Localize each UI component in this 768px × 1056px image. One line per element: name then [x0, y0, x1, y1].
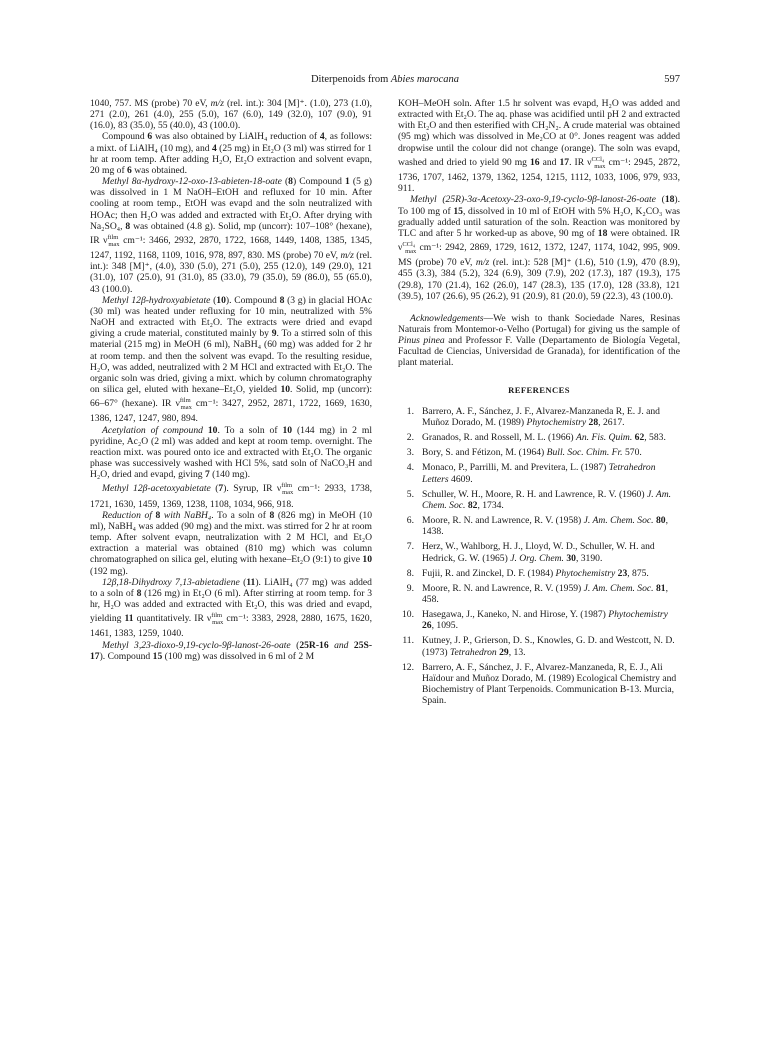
text-segment: cm⁻¹: 3427, 2952, 2871, 1722, 1669, 1630, 1386, 1247, 1247, 980, 894.: [90, 398, 372, 425]
text-segment: 9: [271, 328, 277, 340]
text-segment: max: [108, 240, 120, 248]
text-segment: 6: [147, 131, 153, 143]
text-segment: . Solid, mp (uncorr): 66–67° (hexane). IR ν: [90, 384, 372, 410]
text-segment: 26: [422, 620, 432, 632]
right-column-body: [398, 98, 680, 369]
text-segment: Barrero, A. F., Sánchez, J. F., Alvarez-Manzaneda, R, E. J., Ali Haïdour and Muñoz Dorado, M. (1989) Ecological Chemistry and Biochemistry of Plant Terpenoids. Communication B-13. Murcia, Spain.: [422, 661, 677, 707]
text-segment: , 3190.: [575, 552, 603, 564]
text-segment: was obtained (4.8 g). Solid, mp (uncorr): 107–108° (hexane), IR ν: [90, 220, 373, 247]
reference-number: 6.: [406, 515, 414, 527]
text-segment: , as follows: a mixt. of LiAlH₄ (10 mg), and: [90, 131, 373, 154]
text-segment: and: [328, 639, 354, 651]
reference-number: 3.: [406, 447, 414, 459]
text-segment: (: [239, 576, 247, 588]
reference-item: [398, 432, 680, 443]
text-segment: 6: [127, 164, 132, 176]
text-segment: 570.: [622, 447, 642, 459]
right-column: [398, 98, 680, 710]
text-segment: Tetrahedron: [449, 646, 497, 658]
text-segment: ). LiAlH₄ (77 mg) was added to a soln of: [90, 576, 372, 599]
text-segment: max: [282, 489, 294, 497]
text-segment: 1040, 757. MS (probe) 70 eV,: [90, 98, 211, 109]
text-segment: and Professor F. Valle (Departamento de Biología Vegetal, Facultad de Ciencias, Universidad de Granada), for identification of the plant material.: [398, 335, 680, 369]
text-segment: Schuller, W. H., Moore, R. H. and Lawrence, R. V. (1960): [422, 488, 647, 500]
text-segment: 10: [280, 384, 291, 395]
reference-item: [398, 662, 680, 707]
text-segment: Granados, R. and Rossell, M. L. (1966): [422, 432, 577, 444]
running-title-species: Abies marocana: [390, 74, 460, 85]
text-segment: 10: [207, 424, 218, 436]
references-heading: REFERENCES: [508, 384, 570, 395]
body-paragraph: [398, 194, 680, 302]
text-segment: , 458.: [422, 582, 668, 605]
text-segment: Fujii, R. and Zinckel, D. F. (1984): [422, 567, 556, 579]
text-segment: 15: [453, 205, 463, 217]
text-segment: 8: [155, 509, 161, 521]
text-segment: 15: [152, 650, 163, 662]
text-segment: 10: [362, 554, 372, 566]
body-paragraph: [90, 176, 372, 295]
text-segment: Herz, W., Wahlborg, H. J., Lloyd, W. D., Schuller, W. H. and Hedrick, G. W. (1965): [422, 541, 655, 564]
text-segment: 17: [559, 156, 570, 168]
text-segment: 28: [588, 416, 599, 428]
text-segment: 1: [345, 176, 350, 188]
text-segment: 4: [211, 142, 217, 154]
running-title-prefix: Diterpenoids from: [310, 74, 389, 85]
text-segment: 25S-17: [90, 639, 373, 662]
text-segment: quantitatively. IR ν: [133, 613, 212, 625]
text-segment: 62: [634, 432, 645, 444]
running-title: [90, 74, 680, 85]
text-segment: cm⁻¹: 3466, 2932, 2870, 1722, 1668, 1449, 1408, 1385, 1345, 1247, 1192, 1168, 1109, 1016, 978, 897, 830. MS (probe) 70 eV,: [90, 235, 372, 262]
text-segment: —We wish to thank Sociedade Nares, Resinas Naturais from Montemor-o-Velho (Portugal) for giving us the sample of: [398, 312, 680, 335]
running-head: [90, 74, 680, 88]
text-segment: 30: [566, 552, 576, 564]
text-segment: film: [281, 482, 293, 490]
text-segment: 8: [136, 587, 142, 599]
text-segment: film: [107, 233, 119, 241]
text-segment: Hasegawa, J., Kaneko, N. and Hirose, Y. (1987): [422, 609, 609, 621]
text-segment: Reduction of: [102, 509, 152, 521]
text-segment: 29: [499, 646, 509, 658]
text-segment: 8: [279, 294, 285, 306]
text-segment: CCl₄: [402, 240, 416, 248]
text-segment: (144 mg) in 2 ml pyridine, Ac₂O (2 ml) was added and kept at room temp. overnight. The reaction mixt. was poured onto ice and extracted with Et₂O. The organic phase was successively washed with HCl 5%, satd soln of NaCO₃H and H₂O, dried and evapd, giving: [90, 424, 373, 481]
text-segment: (25 mg) in Et₂O (3 ml) was stirred for 1 hr at room temp. After adding H₂O, Et₂O extraction and solvent evapn, 20 mg of: [90, 142, 373, 176]
text-segment: Bory, S. and Fétizon, M. (1964): [422, 447, 547, 459]
text-segment: Acetylation of compound: [102, 424, 203, 436]
text-segment: Kutney, J. P., Grierson, D. S., Knowles, G. D. and Westcott, N. D. (1973): [422, 635, 675, 658]
reference-item: [398, 447, 680, 458]
text-segment: max: [405, 248, 417, 256]
reference-item: [398, 541, 680, 563]
text-segment: m/z: [475, 257, 490, 269]
text-segment: KOH–MeOH soln. After 1.5 hr solvent was evapd, H₂O was added and extracted with Et₂O. The aq. phase was acidified until pH 2 and extracted with Et₂O and then esterified with CH₂N₂. A crude material was obtained (95 mg) which was dissolved in Me₂CO at 0°. Jones reagent was added dropwise until the colour did not change (orange). The soln was evapd, washed and dried to yield 90 mg: [398, 98, 680, 168]
reference-item: [398, 489, 680, 511]
text-segment: 10: [216, 294, 226, 306]
text-segment: CCl₄: [591, 155, 605, 163]
text-segment: (: [210, 483, 219, 495]
text-segment: (826 mg) in MeOH (10 ml), NaBH₄ was added (90 mg) and the mixt. was stirred for 2 hr at room temp. After solvent evapn, neutralization with 2 M HCl, and Et₂O extraction a material was obtained (810 mg) which was column chromatographed on silica gel, eluting with hexane–Et₂O (9:1) to give: [90, 509, 372, 566]
text-segment: Pinus pinea: [398, 335, 445, 347]
text-segment: , 1095.: [431, 620, 458, 632]
text-segment: Bull. Soc. Chim. Fr.: [546, 447, 623, 459]
text-segment: (: [281, 176, 289, 188]
text-segment: (: [290, 639, 300, 651]
text-segment: J. Am. Chem. Soc.: [583, 582, 654, 594]
text-segment: (25R)-3α-Acetoxy-23-oxo-9,19-cyclo-9β-lanost-26-oate: [442, 194, 656, 206]
text-segment: Methyl 12β-acetoxyabietate: [102, 483, 211, 495]
text-segment: ). Compound: [225, 294, 280, 306]
text-segment: , 13.: [508, 646, 526, 658]
body-paragraph: [90, 131, 372, 176]
page-number: 597: [664, 74, 680, 85]
reference-item: [398, 462, 680, 484]
text-segment: Methyl: [410, 194, 437, 206]
text-segment: (: [655, 194, 665, 206]
text-segment: film: [179, 397, 191, 405]
text-segment: max: [180, 404, 192, 412]
text-segment: , 2617.: [598, 416, 625, 428]
text-segment: were obtained. IR ν: [398, 227, 680, 254]
text-segment: (: [210, 294, 217, 306]
text-segment: m/z: [340, 250, 354, 262]
body-paragraph: [90, 510, 372, 577]
reference-item: [398, 568, 680, 579]
body-paragraph: [90, 295, 372, 425]
reference-number: 1.: [406, 405, 414, 417]
text-segment: Phytochemistry: [555, 567, 616, 579]
text-segment: Monaco, P., Parrilli, M. and Previtera, L. (1987): [422, 462, 609, 474]
text-segment: cm⁻¹: 3383, 2928, 2880, 1675, 1620, 1461, 1383, 1259, 1040.: [90, 613, 372, 640]
text-segment: cm⁻¹: 2945, 2872, 1736, 1707, 1462, 1379, 1362, 1254, 1215, 1112, 1033, 1006, 979, 933, 911.: [398, 156, 680, 195]
acknowledgements-paragraph: [398, 313, 680, 369]
text-segment: 4: [319, 131, 325, 143]
text-segment: (192 mg).: [90, 565, 128, 577]
reference-item: [398, 406, 680, 428]
text-segment: film: [211, 612, 223, 620]
reference-number: 5.: [406, 488, 414, 500]
text-segment: m/z: [210, 98, 224, 109]
text-segment: Methyl 3,23-dioxo-9,19-cyclo-9β-lanost-26-oate: [102, 639, 291, 651]
text-segment: Compound: [102, 131, 148, 143]
body-paragraph: [90, 640, 372, 662]
text-segment: . To a soln of: [217, 424, 283, 436]
text-segment: 10: [282, 424, 293, 436]
text-segment: Moore, R. N. and Lawrence, R. V. (1958): [422, 515, 584, 527]
text-segment: J. Am. Chem. Soc.: [422, 488, 672, 511]
text-segment: 16: [530, 156, 540, 168]
text-segment: ). Compound: [99, 650, 153, 662]
reference-number: 11.: [402, 635, 414, 647]
reference-item: [398, 635, 680, 657]
text-segment: Acknowledgements: [410, 312, 484, 324]
body-paragraph: [90, 480, 372, 509]
text-segment: max: [594, 162, 606, 170]
text-segment: 7: [204, 469, 210, 481]
text-segment: 8: [288, 176, 293, 188]
text-segment: 4609.: [448, 473, 473, 485]
text-segment: Barrero, A. F., Sánchez, J. F., Alvarez-Manzaneda R, E. J. and Muñoz Dorado, M. (1989): [422, 405, 660, 428]
reference-item: [398, 609, 680, 631]
left-column: [90, 98, 372, 662]
text-segment: Methyl 8α-hydroxy-12-oxo-13-abieten-18-oate: [102, 176, 282, 188]
body-paragraph: [90, 577, 372, 640]
text-segment: (140 mg).: [209, 469, 251, 481]
text-segment: J. Org. Chem.: [510, 552, 564, 564]
text-segment: ) Compound: [292, 176, 346, 188]
text-segment: J. Am. Chem. Soc.: [583, 515, 654, 527]
reference-number: 4.: [406, 462, 414, 474]
reference-item: [398, 583, 680, 605]
text-segment: 18: [664, 194, 675, 206]
reference-number: 12.: [402, 661, 414, 673]
text-segment: with NaBH₄: [160, 509, 212, 521]
text-segment: 80: [655, 515, 666, 527]
body-paragraph: [90, 425, 372, 481]
text-segment: (5 g) was dissolved in 1 M NaOH–EtOH and refluxed for 10 min. After cooling at room temp., EtOH was evapd and the soln neutralized with HOAc; then H₂O was added and extracted with Et₂O. After drying with Na₂SO₄,: [90, 176, 372, 232]
text-segment: cm⁻¹: 2942, 2869, 1729, 1612, 1372, 1247, 1174, 1042, 995, 909. MS (probe) 70 eV,: [398, 242, 680, 269]
text-segment: , 1734.: [477, 499, 504, 511]
reference-item: [398, 515, 680, 537]
text-segment: cm⁻¹: 2933, 1738, 1721, 1630, 1459, 1369, 1238, 1108, 1034, 966, 918.: [90, 483, 373, 510]
text-segment: . To a soln of: [211, 509, 270, 521]
text-segment: Moore, R. N. and Lawrence, R. V. (1959): [422, 582, 584, 594]
text-segment: max: [212, 619, 224, 627]
text-segment: was also obtained by LiAlH₄ reduction of: [152, 131, 320, 143]
body-paragraph: [398, 98, 680, 194]
text-segment: 25R-16: [299, 639, 329, 651]
text-segment: An. Fis. Quim.: [576, 432, 633, 444]
text-segment: , 875.: [627, 567, 649, 579]
text-segment: ). Syrup, IR ν: [223, 483, 282, 495]
text-segment: (rel. int.): 528 [M]⁺ (1.6), 510 (1.9), 470 (8.9), 455 (3.3), 384 (5.2), 324 (6.9), 309 (7.9), 202 (17.3), 187 (19.3), 175 (29.8), 170 (21.4), 162 (26.0), 147 (28.3), 135 (17.0), 128 (33.8), 121 (39.5), 107 (26.6), 95 (26.2), 91 (20.9), 81 (20.0), 59 (22.3), 43 (100.0).: [398, 257, 680, 302]
text-segment: , dissolved in 10 ml of EtOH with 5% H₂O, K₂CO₃ was gradually added until saturation of the soln. Reaction was monitored by TLC and after 5 hr worked-up as above, 90 mg of: [398, 205, 680, 239]
text-segment: 81: [655, 582, 666, 594]
text-segment: 18: [597, 227, 608, 239]
reference-number: 2.: [406, 432, 414, 444]
text-segment: was obtained.: [131, 164, 187, 176]
text-segment: , 583.: [644, 432, 666, 444]
reference-number: 8.: [406, 567, 414, 579]
body-paragraph: [90, 98, 372, 131]
text-segment: Methyl 12β-hydroxyabietate: [102, 294, 211, 306]
text-segment: Tetrahedron Letters: [422, 462, 656, 485]
reference-list: [398, 406, 680, 707]
text-segment: 8: [125, 220, 131, 232]
text-segment: Phytochemistry: [526, 416, 587, 428]
text-segment: 7: [218, 483, 224, 495]
text-segment: 82: [467, 499, 478, 511]
reference-number: 10.: [402, 609, 414, 621]
text-segment: (rel. int.): 304 [M]⁺. (1.0), 273 (1.0), 271 (2.0), 261 (4.0), 255 (5.0), 167 (6.0), 149 (32.0), 107 (9.0), 91 (16.0), 83 (35.0), 55 (40.0), 43 (100.0).: [90, 98, 372, 132]
text-segment: . IR ν: [569, 156, 592, 168]
text-segment: (100 mg) was dissolved in 6 ml of 2 M: [162, 650, 315, 662]
text-segment: ). To 100 mg of: [398, 194, 680, 217]
text-segment: Phytochemistry: [608, 609, 668, 621]
text-segment: 23: [617, 567, 628, 579]
text-segment: (126 mg) in Et₂O (6 ml). After stirring at room temp. for 3 hr, H₂O was added and extracted with Et₂O, this was dried and evapd, yielding: [90, 587, 372, 625]
text-segment: (rel. int.): 348 [M]⁺, (4.0), 330 (5.0), 271 (5.0), 255 (12.0), 149 (29.0), 121 (31.0), 107 (25.0), 91 (31.0), 85 (33.0), 79 (35.0), 59 (86.0), 55 (65.0), 43 (100.0).: [90, 250, 372, 295]
text-segment: . To a stirred soln of this material (215 mg) in MeOH (6 ml), NaBH₄ (60 mg) was added for 2 hr at room temp. and then the solvent was evapd. To the resulting residue, H₂O, was added, neutralized with 2 M HCl and extracted with Et₂O. The organic soln was dried, giving a mixt. which by column chromatography on silica gel, eluted with hexane–Et₂O, yielded: [90, 328, 372, 395]
text-segment: , 1438.: [422, 515, 668, 538]
text-segment: 11: [246, 576, 256, 588]
reference-number: 9.: [406, 582, 414, 594]
text-segment: 11: [124, 613, 134, 625]
text-segment: 12β,18-Dihydroxy 7,13-abietadiene: [102, 576, 240, 588]
text-segment: and: [539, 156, 560, 168]
text-segment: 8: [269, 509, 275, 521]
text-segment: (3 g) in glacial HOAc (30 ml) was heated under refluxing for 10 min, neutralized with 5% NaOH and extracted with Et₂O. The extracts were dried and evapd giving a crude material, constituted mainly by: [90, 294, 372, 340]
reference-number: 7.: [406, 541, 414, 553]
